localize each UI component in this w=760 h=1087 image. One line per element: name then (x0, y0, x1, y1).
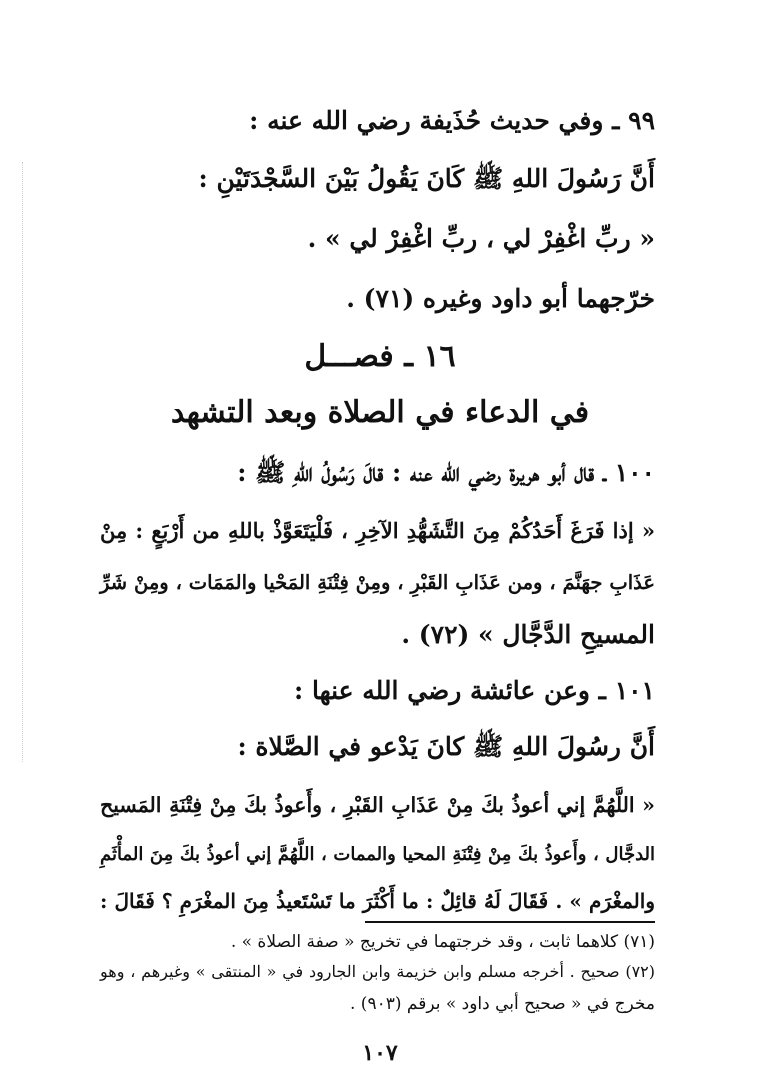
hadith-100-intro: ١٠٠ ـ قال أبو هريرة رضي الله عنه : قالَ رَسُولُ اللهِ ﷺ : (237, 458, 655, 487)
hadith-99-source: خرّجهما أبو داود وغيره (٧١) . (346, 284, 655, 313)
hadith-100-line-3: المسيحِ الدَّجَّال » (٧٢) . (401, 620, 655, 649)
hadith-101-line-3: والمغْرَم » . فَقَالَ لَهُ قائِلٌ : ما أَكْثَرَ ما تَسْتَعيذُ مِنَ المغْرَمِ ؟ فَقَالَ : (100, 889, 655, 913)
hadith-99-quote: « ربِّ اغْفِرْ لي ، ربِّ اغْفِرْ لي » . (307, 224, 655, 253)
hadith-101-intro: ١٠١ ـ وعن عائشة رضي الله عنها : (294, 676, 655, 705)
hadith-99-text: أَنَّ رَسُولَ اللهِ ﷺ كَانَ يَقُولُ بَيْنَ السَّجْدَتَيْنِ : (198, 164, 655, 193)
footnote-72-line-1: (٧٢) صحيح . أخرجه مسلم وابن خزيمة وابن الجارود في « المنتقى » وغيرهم ، وهو (100, 962, 655, 981)
section-number: ١٦ ـ فصـــل (304, 339, 456, 374)
margin-dotted-line (22, 162, 24, 762)
page-number: ١٠٧ (362, 1040, 398, 1066)
hadith-100-line-2: عَذَابِ جهَنَّمَ ، ومن عَذَابِ القَبْرِ ، ومِنْ فِتْنَةِ المَحْيا والمَمَات ، ومِنْ شَرِّ (100, 571, 655, 594)
footnote-72-line-2: مخرج في « صحيح أبي داود » برقم (٩٠٣) . (349, 994, 655, 1014)
hadith-99-intro: ٩٩ ـ وفي حديث حُذَيفة رضي الله عنه : (249, 106, 655, 135)
footnote-rule (365, 921, 655, 923)
hadith-100-line-1: « إذا فَرَغَ أَحَدُكُمْ مِنَ التَّشَهُّدِ الآخِرِ ، فَلْيَتَعَوَّذْ باللهِ من أَرْبَعٍ : مِنْ (100, 518, 655, 543)
footnote-71: (٧١) كلاهما ثابت ، وقد خرجتهما في تخريج « صفة الصلاة » . (230, 932, 655, 952)
hadith-101-text: أَنَّ رسُولَ اللهِ ﷺ كانَ يَدْعو في الصَّلاة : (237, 732, 655, 761)
section-title: في الدعاء في الصلاة وبعد التشهد (170, 395, 590, 430)
hadith-101-line-1: « اللَّهُمَّ إني أعوذُ بكَ مِنْ عَذَابِ القَبْرِ ، وأَعوذُ بكَ مِنْ فِتْنَةِ المَسيح (100, 793, 655, 817)
hadith-101-line-2: الدجَّال ، وأَعوذُ بكَ مِنْ فِتْنَةِ المحيا والممات ، اللَّهُمَّ إني أعوذُ بكَ مِنَ المأْثَمِ (100, 844, 655, 865)
